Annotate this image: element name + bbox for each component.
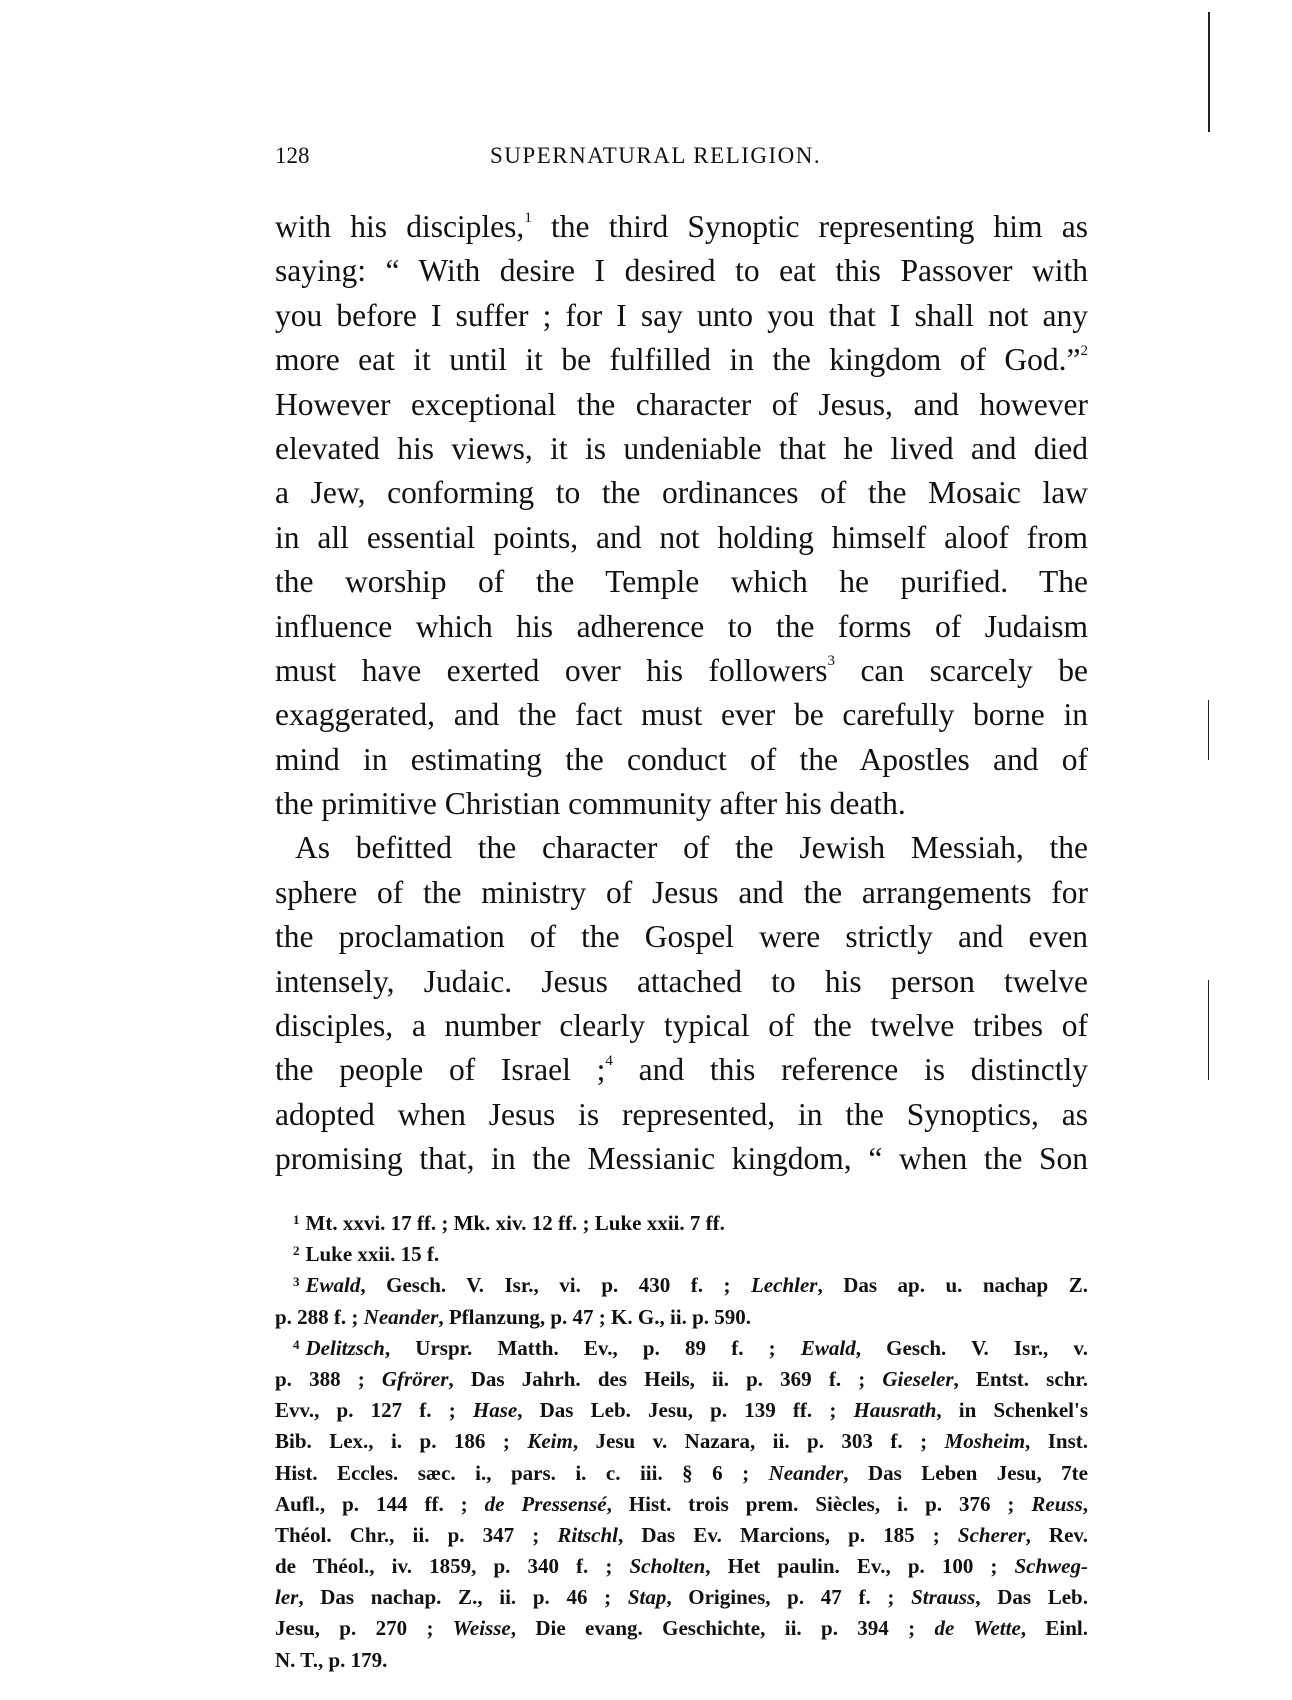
text-line: mind in estimating the conduct of the Apostles and of — [275, 741, 1088, 777]
text-line: the people of Israel ;$^4$ and this reference is distinctly — [275, 1052, 1089, 1088]
text-line: As befitted the character of the Jewish Messiah, the — [295, 830, 1088, 866]
footnote-line: Evv., p. 127 f. ; Hase, Das Leb. Jesu, p. 139 ff. ; Hausrath, in Schenkel's — [275, 1398, 1088, 1423]
footnote-ref: 3 — [827, 653, 835, 670]
footnote: $^2$ Luke xxii. 15 f. — [293, 1242, 440, 1267]
text-line: intensely, Judaic. Jesus attached to his person twelve — [275, 963, 1088, 999]
footnote-mark: 2 — [293, 1243, 300, 1259]
footnote-mark: 1 — [293, 1212, 300, 1227]
page-number: 128 — [275, 143, 310, 168]
text-line: promising that, in the Messianic kingdom, “ when the Son — [275, 1141, 1088, 1177]
text-line: must have exerted over his followers$^3$ can scarcely be — [275, 652, 1088, 688]
footnote: $^1$ Mt. xxvi. 17 ff. ; Mk. xiv. 12 ff. ; Luke xxii. 7 ff. — [293, 1211, 725, 1235]
footnote-ref: 4 — [605, 1052, 613, 1069]
text-line: the proclamation of the Gospel were strictly and even — [275, 919, 1088, 955]
footnote-line: de Théol., iv. 1859, p. 340 f. ; Scholten, Het paulin. Ev., p. 100 ; Schweg- — [275, 1554, 1088, 1579]
text-line: in all essential points, and not holding himself aloof from — [275, 519, 1088, 555]
footnote: $^3$ Ewald, Gesch. V. Isr., vi. p. 430 f. ; Lechler, Das ap. u. nachap Z. — [293, 1273, 1088, 1298]
footnote-line: Bib. Lex., i. p. 186 ; Keim, Jesu v. Nazara, ii. p. 303 f. ; Mosheim, Inst. — [275, 1429, 1088, 1454]
text-line: you before I suffer ; for I say unto you that I shall not any — [275, 297, 1088, 333]
footnote-mark: 4 — [293, 1336, 300, 1352]
footnote-line: N. T., p. 179. — [275, 1647, 388, 1672]
text-line: adopted when Jesus is represented, in the Synoptics, as — [275, 1096, 1088, 1132]
footnote-line: Hist. Eccles. sæc. i., pars. i. c. iii. § 6 ; Neander, Das Leben Jesu, 7te — [275, 1460, 1088, 1485]
text-line: the primitive Christian community after his death. — [275, 786, 906, 822]
footnote-line: Jesu, p. 270 ; Weisse, Die evang. Geschichte, ii. p. 394 ; de Wette, Einl. — [275, 1616, 1088, 1641]
footnote-ref: 1 — [524, 209, 532, 226]
footnotes — [275, 1208, 1088, 1676]
text-line: more eat it until it be fulfilled in the kingdom of God.”$^2$ — [275, 342, 1088, 378]
main-text — [275, 205, 1088, 1182]
running-title: SUPERNATURAL RELIGION. — [490, 143, 822, 168]
page-edge-line — [1208, 700, 1209, 760]
text-line: elevated his views, it is undeniable that he lived and died — [275, 430, 1088, 466]
footnote-ref: 2 — [1080, 342, 1088, 359]
footnote-line: p. 288 f. ; Neander, Pflanzung, p. 47 ; K. G., ii. p. 590. — [275, 1304, 752, 1329]
text-line: saying: “ With desire I desired to eat this Passover with — [275, 253, 1088, 289]
text-line: exaggerated, and the fact must ever be carefully borne in — [275, 697, 1088, 733]
footnote-line: ler, Das nachap. Z., ii. p. 46 ; Stap, Origines, p. 47 f. ; Strauss, Das Leb. — [275, 1585, 1088, 1610]
footnote: $^4$ Delitzsch, Urspr. Matth. Ev., p. 89 f. ; Ewald, Gesch. V. Isr., v. — [293, 1335, 1088, 1360]
text-line: with his disciples,$^1$ the third Synoptic representing him as — [275, 209, 1088, 244]
footnote-line: p. 388 ; Gfrörer, Das Jahrh. des Heils, ii. p. 369 f. ; Gieseler, Entst. schr. — [275, 1366, 1088, 1391]
text-line: sphere of the ministry of Jesus and the arrangements for — [275, 874, 1088, 910]
text-line: the worship of the Temple which he purified. The — [275, 564, 1088, 600]
page-edge-line — [1208, 980, 1209, 1080]
footnote-mark: 3 — [293, 1274, 300, 1290]
text-line: However exceptional the character of Jesus, and however — [275, 386, 1088, 422]
text-line: influence which his adherence to the forms of Judaism — [275, 608, 1088, 644]
footnote-line: Théol. Chr., ii. p. 347 ; Ritschl, Das Ev. Marcions, p. 185 ; Scherer, Rev. — [275, 1522, 1089, 1547]
page-edge-line — [1208, 12, 1210, 132]
text-line: disciples, a number clearly typical of the twelve tribes of — [275, 1008, 1088, 1044]
footnote-line: Aufl., p. 144 ff. ; de Pressensé, Hist. trois prem. Siècles, i. p. 376 ; Reuss, — [275, 1491, 1088, 1516]
running-header — [275, 143, 1088, 173]
text-line: a Jew, conforming to the ordinances of the Mosaic law — [275, 475, 1088, 511]
